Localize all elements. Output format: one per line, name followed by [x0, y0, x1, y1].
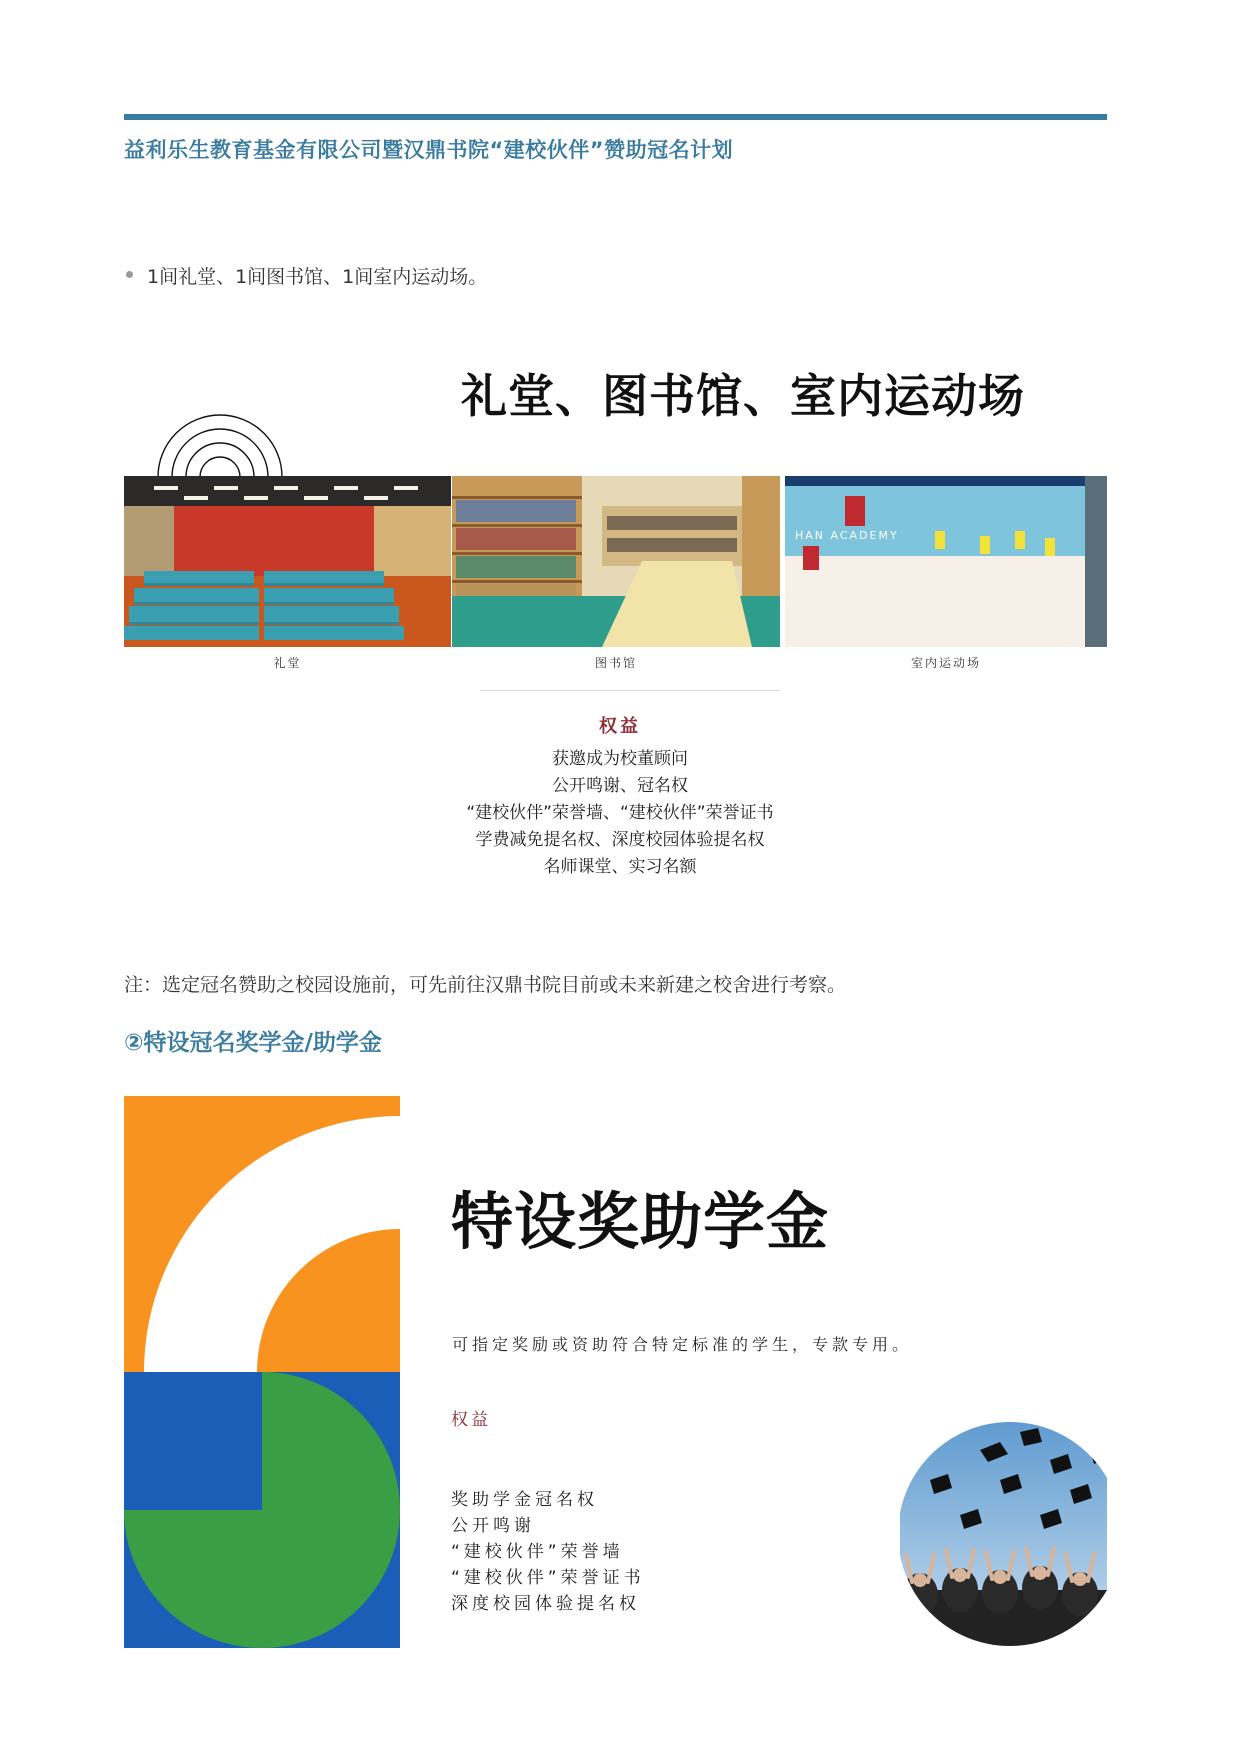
note-text: 注：选定冠名赞助之校园设施前，可先前往汉鼎书院目前或未来新建之校舍进行考察。	[124, 974, 847, 996]
indoor-sports-hall-photo	[785, 476, 1107, 647]
bullet-dot	[126, 271, 133, 278]
benefit-item: “建校伙伴”荣誉证书	[451, 1568, 645, 1588]
facilities-bullet: 1间礼堂、1间图书馆、1间室内运动场。	[147, 266, 488, 288]
benefit-item: 公开鸣谢、冠名权	[552, 776, 688, 796]
benefit-item: 学费减免提名权、深度校园体验提名权	[475, 830, 765, 850]
auditorium-photo	[124, 476, 451, 647]
document-header: 益利乐生教育基金有限公司暨汉鼎书院“建校伙伴”赞助冠名计划	[124, 138, 734, 162]
benefit-item: “建校伙伴”荣誉墙、“建校伙伴”荣誉证书	[466, 803, 774, 823]
benefit-item: 深度校园体验提名权	[451, 1594, 640, 1614]
scholarship-description: 可指定奖励或资助符合特定标准的学生，专款专用。	[452, 1335, 913, 1354]
caption-auditorium: 礼堂	[273, 656, 302, 670]
benefit-item: 奖助学金冠名权	[451, 1490, 598, 1510]
graduation-caps-photo	[900, 1420, 1107, 1648]
header-rule	[124, 114, 1107, 120]
benefit-item: “建校伙伴”荣誉墙	[451, 1542, 624, 1562]
divider	[480, 690, 780, 691]
scholarship-benefits-list	[451, 1487, 645, 1617]
gym-sign: HAN ACADEMY	[795, 529, 899, 542]
abstract-geometric-graphic	[124, 1096, 400, 1648]
section-heading: ②特设冠名奖学金/助学金	[124, 1030, 382, 1056]
benefit-item: 名师课堂、实习名额	[543, 857, 697, 877]
caption-sports-hall: 室内运动场	[910, 656, 981, 670]
benefits-title: 权益	[599, 716, 641, 737]
benefit-item: 公开鸣谢	[451, 1516, 535, 1536]
benefits-list	[420, 746, 820, 881]
caption-library: 图书馆	[594, 656, 637, 670]
scholarship-title: 特设奖助学金	[451, 1185, 830, 1258]
library-photo	[452, 476, 780, 647]
facilities-title: 礼堂、图书馆、室内运动场	[461, 369, 1025, 423]
scholarship-benefits-title: 权益	[451, 1410, 491, 1430]
benefit-item: 获邀成为校董顾问	[552, 749, 688, 769]
